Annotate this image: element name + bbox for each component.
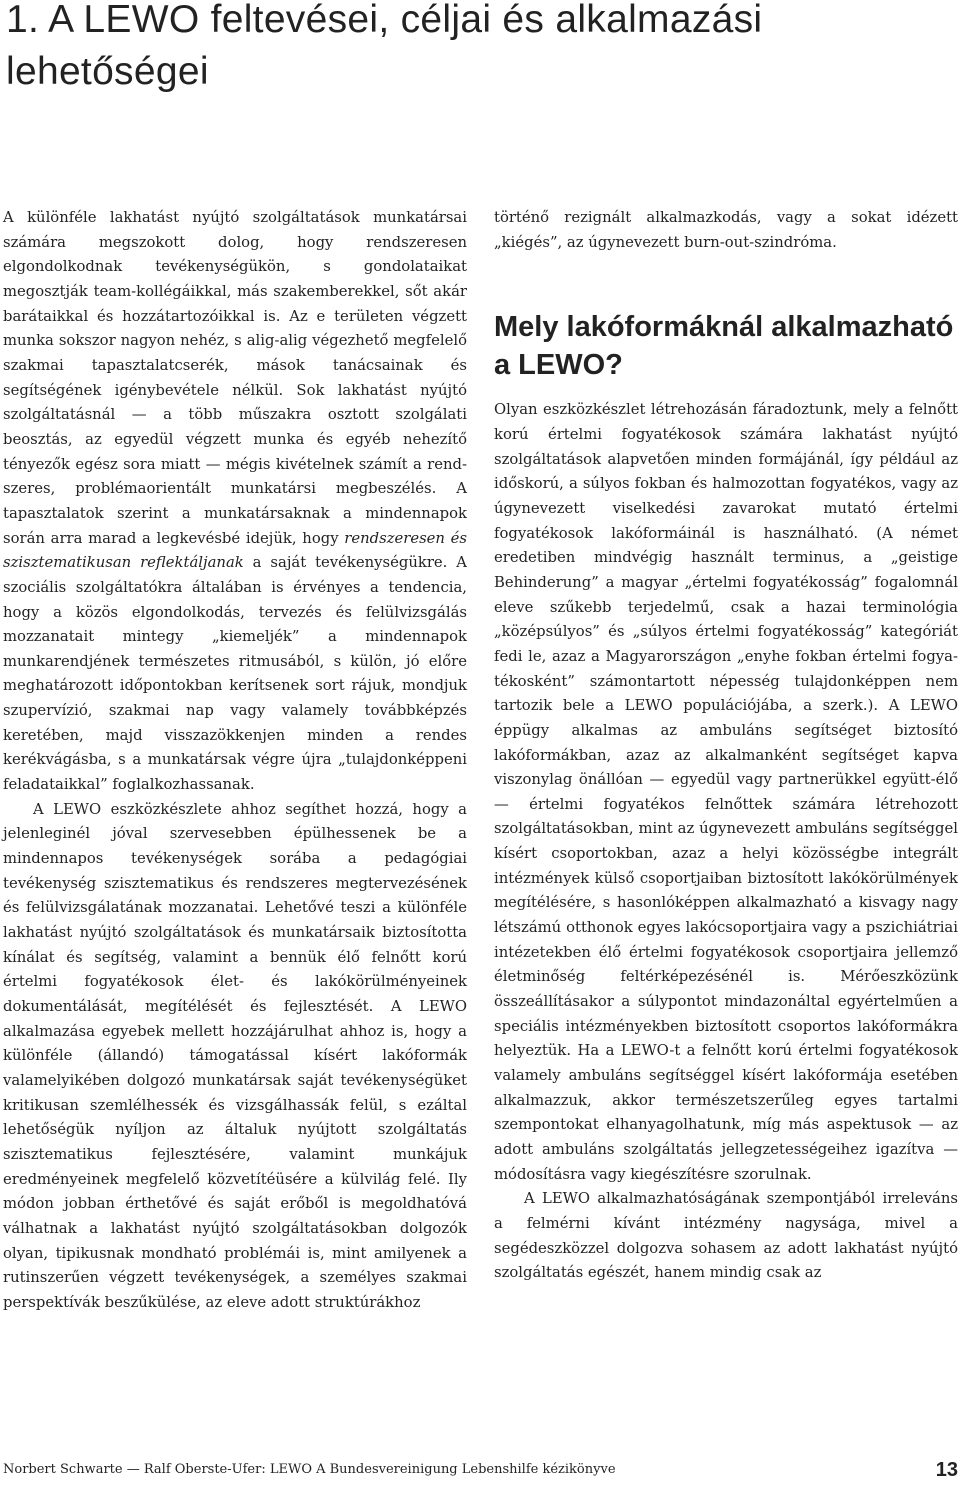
body-paragraph: Olyan eszközkészlet létrehozásán fáradoztunk, mely a felnőtt korú értelmi fogyatékosok számára lakhatást nyújtó szolgáltatások alapvetően minden formájánál, így például az időskorú, a súlyos fokban és halmozottan fogyatékos, vagy az úgynevezett viselkedési zavarokat mutató értelmi fogyatékosok lakóformáinál is használható. (A német eredetiben mindvégig használt terminus, a „geistige Behinderung” a magyar „értelmi fogyatékosság” fogalomnál eleve szűkebb terjedelmű, csak a hazai terminológia „középsúlyos” és „súlyos értelmi fogyatékosság” kategóriát fedi le, azaz a Magyarországon „enyhe fokban értelmi fogyatékosként” számontartott népesség tulajdonképpen nem tartozik bele a LEWO populációjába, a szerk.). A LEWO éppügy alkalmas az ambuláns segítséget biztosító lakóformákban, azaz az alkalmanként segítséget kapva viszonylag önállóan — egyedül vagy partnerükkel együtt-élő — értelmi fogyatékos felnőttek számára létrehozott szolgáltatásokban, mint az úgynevezett ambuláns segítséggel kísért csoportokban, azaz a helyi közösségbe integrált intézmények külső csoportjaiban biztosított lakókörülmények megítélésére, s hasonlóképpen alkalmazható a kisvagy nagy létszámú otthonok egyes lakócsoportjaira vagy a pszichiátriai intézetekben élő értelmi fogyatékosok csoportjaira jellemző életminőség feltérképezésénél is. Mérőeszközünk összeállításakor a súlypontot mindazonáltal egyértelműen a speciális intézményekben biztosított csoportos lakóformákra helyeztük. Ha a LEWO-t a felnőtt korú értelmi fogyatékosok valamely ambuláns segítséggel kísért lakóformája esetében alkalmazzuk, akkor természetszerűleg egyes tartalmi szempontokat elhanyagolhatunk, míg más aspektusok — az adott ambuláns szolgáltatás jellegzetességeihez igazítva — módosításra vagy kiegészítésre szorulnak. [494,401,958,1183]
body-paragraph [3,206,467,798]
emphasized-text: rendszeresen és szisztematikusan reflektáljanak [3,529,467,572]
left-column [3,206,467,1316]
page-number: 13 [935,1459,958,1481]
paragraph-text: A különféle lakhatást nyújtó szolgáltatások munkatársai számára megszokott dolog, hogy rendszeresen elgondolkodnak tevékenységükön, s gondolataikat megosztják team-kollégáikkal, más szakemberekkel, sőt akár barátaikkal és hozzátartozóikkal is. Az e területen végzett munka sokszor nagyon nehéz, s alig-alig végezhető megfelelő szakmai tapasztalatcserék, mások tanácsainak és segítségének igénybevétele nélkül. Sok lakhatást nyújtó szolgáltatásnál — a több műszakra osztott szolgálati beosztás, az egyedül végzett munka és egyéb nehezítő tényezők egész sora miatt — mégis kivételnek számít a rendszeres, problémaorientált munkatársi megbeszélés. A tapasztalatok szerint a munkatársaknak a mindennapok során arra marad a legkevésbé idejük, hogy [3,209,467,547]
paragraph-text: a saját tevékenységükre. A szociális szolgáltatókra általában is érvényes a tendencia, hogy a közös elgondolkodás, tervezés és felülvizsgálás mozzanatait mintegy „kiemeljék” a mindennapok munkarendjének természetes ritmusából, s külön, jó előre meghatározott időpontokban kerítsenek sort rájuk, mondjuk szupervízió, szakmai nap vagy valamely továbbképzés keretében, majd visszazökkenjen minden a rendes kerékvágásba, s a munkatársak végre újra „tulajdonképpeni feladataikkal” foglalkozhassanak. [3,554,467,794]
running-footer-text: Norbert Schwarte — Ralf Oberste-Ufer: LEWO A Bundesvereinigung Lebenshilfe kézikönyve [3,1462,616,1477]
body-paragraph: A LEWO eszközkészlete ahhoz segíthet hozzá, hogy a jelenleginél jóval szervesebben épülhessenek be a mindennapos tevékenységek sorába a pedagógiai tevékenység szisztematikus és rendszeres megtervezésének és felülvizsgálatának mozzanatai. Lehetővé teszi a különféle lakhatást nyújtó szolgáltatások és munkatársaik biztosította kínálat és segítség, valamint a bennük élő felnőtt korú értelmi fogyatékosok élet- és lakókörülményeinek dokumentálását, megítélését és fejlesztését. A LEWO alkalmazása egyebek mellett hozzájárulhat ahhoz is, hogy a különféle (állandó) támogatással kísért lakóformák valamelyikében dolgozó munkatársak saját tevékenységüket kritikusan szemlélhessék és vizsgálhassák felül, s ezáltal lehetőségük nyíljon az általuk nyújtott szolgáltatás szisztematikus fejlesztésére, valamint munkájuk eredményeinek megfelelő közvetítéüsére a külvilág felé. Ily módon jobban érthetővé és saját erőből is megoldhatóvá válhatnak a lakhatást nyújtó szolgáltatásokban dolgozók olyan, tipikusnak mondható problémái is, mint amilyenek a rutinszerűen végzett tevékenységek, a személyes szakmai perspektívák beszűkülése, az eleve adott struktúrákhoz [3,800,467,1311]
page-footer [3,1459,958,1481]
right-column [494,206,958,1286]
chapter-title: 1. A LEWO feltevései, céljai és alkalmazási lehetőségei [6,0,763,93]
continued-paragraph: történő rezignált alkalmazkodás, vagy a sokat idézett „kiégés”, az úgynevezett burn-out-szindróma. [494,209,958,251]
body-paragraph: A LEWO alkalmazhatóságának szempontjából irreleváns a felmérni kívánt intézmény nagysága, mivel a segédeszközzel dolgozva sohasem az adott lakhatást nyújtó szolgáltatás egészét, hanem mindig csak az [494,1190,958,1282]
section-heading: Mely lakóformáknál alkalmazható a LEWO? [494,311,954,382]
